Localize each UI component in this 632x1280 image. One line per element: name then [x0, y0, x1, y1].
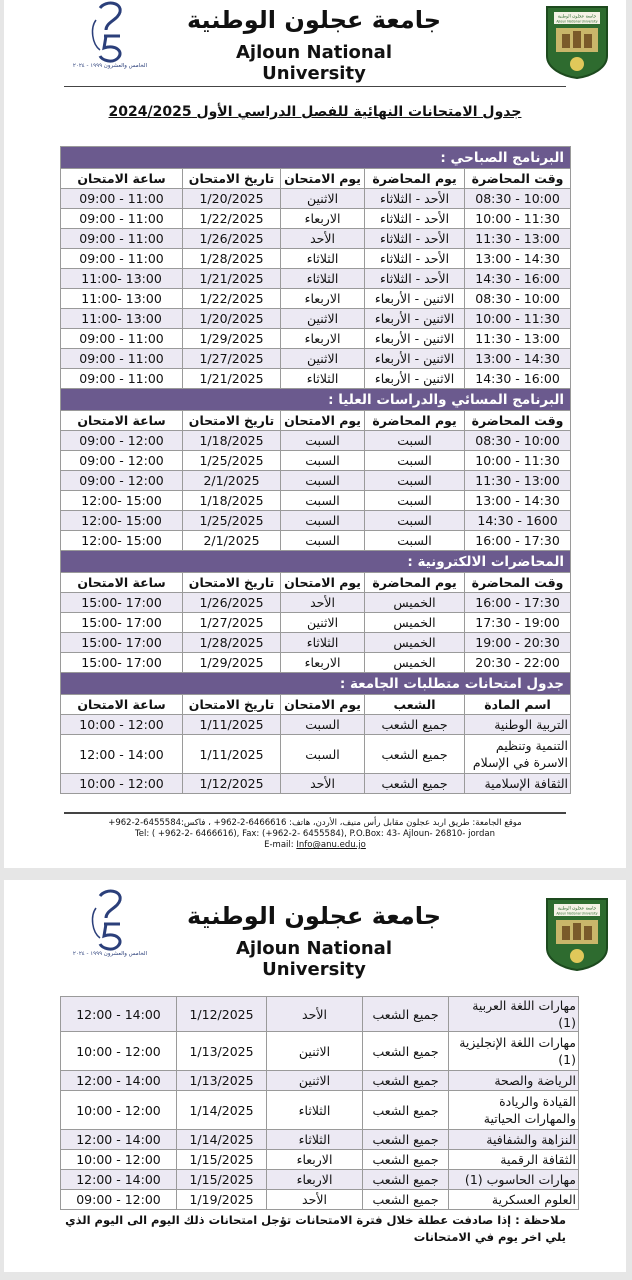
- column-header: يوم المحاضرة: [365, 411, 465, 431]
- table-cell: الاثنين - الأربعاء: [365, 329, 465, 349]
- table-cell: 1/18/2025: [183, 431, 281, 451]
- table-row: [61, 1170, 579, 1190]
- table-cell: 09:00 - 11:00: [61, 209, 183, 229]
- column-header: اسم المادة: [465, 695, 571, 715]
- table-cell: 12:00- 15:00: [61, 531, 183, 551]
- table-cell: 1/20/2025: [183, 189, 281, 209]
- table-cell: الأحد: [267, 1190, 363, 1210]
- table-cell: 11:00- 13:00: [61, 289, 183, 309]
- table-cell: الثقافة الرقمية: [449, 1150, 579, 1170]
- table-cell: 1/14/2025: [177, 1091, 267, 1130]
- table-row: [61, 309, 571, 329]
- table-cell: الأحد: [281, 229, 365, 249]
- column-header-row: [61, 411, 571, 431]
- table-row: [61, 471, 571, 491]
- table-cell: 1/25/2025: [183, 451, 281, 471]
- table-cell: 16:00 - 17:30: [465, 531, 571, 551]
- table-row: [61, 1130, 579, 1150]
- table-cell: 09:00 - 11:00: [61, 369, 183, 389]
- table-cell: السبت: [365, 491, 465, 511]
- table-row: [61, 593, 571, 613]
- table-cell: الأحد - الثلاثاء: [365, 269, 465, 289]
- table-cell: 10:00 - 11:30: [465, 209, 571, 229]
- table-cell: 1/13/2025: [177, 1071, 267, 1091]
- table-cell: 10:00 - 12:00: [61, 1091, 177, 1130]
- footer-rule: [64, 812, 566, 814]
- table-cell: 1/13/2025: [177, 1032, 267, 1071]
- table-cell: 1/29/2025: [183, 653, 281, 673]
- table-cell: 12:00- 15:00: [61, 491, 183, 511]
- university-name-ar: جامعة عجلون الوطنية: [186, 6, 442, 34]
- table-cell: الاثنين: [281, 349, 365, 369]
- email-link[interactable]: Info@anu.edu.jo: [296, 840, 366, 850]
- table-cell: الخميس: [365, 633, 465, 653]
- column-header: الشعب: [365, 695, 465, 715]
- column-header: ساعة الامتحان: [61, 169, 183, 189]
- table-cell: جميع الشعب: [363, 1091, 449, 1130]
- table-cell: 17:30 - 19:00: [465, 613, 571, 633]
- table-cell: التربية الوطنية: [465, 715, 571, 735]
- table-cell: الأحد - الثلاثاء: [365, 229, 465, 249]
- table-cell: 08:30 - 10:00: [465, 189, 571, 209]
- university-name-ar: جامعة عجلون الوطنية: [186, 902, 442, 930]
- table-cell: 12:00 - 14:00: [61, 735, 183, 774]
- svg-text:جامعة عجلون الوطنية: جامعة عجلون الوطنية: [557, 906, 597, 912]
- table-cell: السبت: [365, 531, 465, 551]
- anniversary-25-logo: [72, 0, 148, 78]
- table-cell: 11:00- 13:00: [61, 309, 183, 329]
- table-cell: 10:00 - 12:00: [61, 1150, 177, 1170]
- table-cell: 1/21/2025: [183, 269, 281, 289]
- table-cell: 1/14/2025: [177, 1130, 267, 1150]
- table-cell: 13:00 - 14:30: [465, 491, 571, 511]
- table-cell: 09:00 - 11:00: [61, 349, 183, 369]
- table-cell: 1/15/2025: [177, 1150, 267, 1170]
- table-cell: 12:00 - 14:00: [61, 1170, 177, 1190]
- table-cell: جميع الشعب: [363, 1130, 449, 1150]
- table-cell: الثلاثاء: [267, 1091, 363, 1130]
- table-row: [61, 1091, 579, 1130]
- svg-text:Ajloun National University: Ajloun National University: [556, 911, 598, 916]
- footer-address-en: Tel: ( +962-2- 6466616), Fax: (+962-2- 6455584), P.O.Box: 43- Ajloun- 26810- jordan: [135, 829, 495, 839]
- table-cell: 1/12/2025: [177, 997, 267, 1032]
- section-title: البرنامج الصباحي :: [61, 147, 571, 169]
- column-header: وقت المحاضرة: [465, 573, 571, 593]
- column-header: يوم المحاضرة: [365, 169, 465, 189]
- table-cell: 1/26/2025: [183, 593, 281, 613]
- table-cell: السبت: [281, 735, 365, 774]
- section-header: [61, 551, 571, 573]
- column-header-row: [61, 169, 571, 189]
- table-cell: 1/28/2025: [183, 633, 281, 653]
- table-cell: الاربعاء: [267, 1150, 363, 1170]
- table-cell: 1/27/2025: [183, 613, 281, 633]
- table-cell: الاثنين - الأربعاء: [365, 309, 465, 329]
- table-row: [61, 1150, 579, 1170]
- table-row: [61, 613, 571, 633]
- svg-text:الخامس والعشرون ١٩٩٩ - ٢٠٢٤: الخامس والعشرون ١٩٩٩ - ٢٠٢٤: [72, 951, 148, 957]
- table-cell: السبت: [281, 531, 365, 551]
- svg-text:جامعة عجلون الوطنية: جامعة عجلون الوطنية: [557, 14, 597, 20]
- table-cell: الخميس: [365, 613, 465, 633]
- table-row: [61, 209, 571, 229]
- table-row: [61, 451, 571, 471]
- table-row: [61, 1032, 579, 1071]
- table-cell: السبت: [281, 715, 365, 735]
- table-row: [61, 369, 571, 389]
- table-row: [61, 349, 571, 369]
- table-row: [61, 269, 571, 289]
- section-header: [61, 389, 571, 411]
- table-cell: الثلاثاء: [281, 269, 365, 289]
- table-cell: 1/11/2025: [183, 715, 281, 735]
- table-cell: 1/15/2025: [177, 1170, 267, 1190]
- table-row: [61, 774, 571, 794]
- table-cell: السبت: [365, 471, 465, 491]
- table-row: [61, 531, 571, 551]
- column-header: يوم المحاضرة: [365, 573, 465, 593]
- table-cell: 1/22/2025: [183, 289, 281, 309]
- table-row: [61, 249, 571, 269]
- table-cell: 09:00 - 11:00: [61, 189, 183, 209]
- table-cell: السبت: [281, 491, 365, 511]
- table-cell: جميع الشعب: [363, 1170, 449, 1190]
- table-cell: 2/1/2025: [183, 471, 281, 491]
- column-header: تاريخ الامتحان: [183, 169, 281, 189]
- page-1: [4, 0, 626, 868]
- table-cell: 09:00 - 12:00: [61, 471, 183, 491]
- university-name-en: Ajloun National University: [235, 938, 392, 980]
- table-cell: 12:00 - 14:00: [61, 1071, 177, 1091]
- table-cell: 1/20/2025: [183, 309, 281, 329]
- table-row: [61, 511, 571, 531]
- table-cell: 20:30 - 22:00: [465, 653, 571, 673]
- table-row: [61, 997, 579, 1032]
- table-cell: 1/28/2025: [183, 249, 281, 269]
- column-header: ساعة الامتحان: [61, 573, 183, 593]
- table-cell: 1/27/2025: [183, 349, 281, 369]
- column-header: يوم الامتحان: [281, 411, 365, 431]
- column-header: يوم الامتحان: [281, 573, 365, 593]
- table-cell: 12:00 - 14:00: [61, 997, 177, 1032]
- table-cell: الاثنين - الأربعاء: [365, 369, 465, 389]
- table-cell: 11:00- 13:00: [61, 269, 183, 289]
- table-cell: الاثنين: [281, 189, 365, 209]
- table-cell: الأحد: [281, 774, 365, 794]
- university-name-en: Ajloun National University: [235, 42, 392, 84]
- table-row: [61, 735, 571, 774]
- table-cell: الخميس: [365, 593, 465, 613]
- table-cell: 14:30 - 1600: [465, 511, 571, 531]
- table-cell: جميع الشعب: [365, 735, 465, 774]
- table-row: [61, 329, 571, 349]
- table-cell: الأحد: [267, 997, 363, 1032]
- table-cell: 10:00 - 12:00: [61, 774, 183, 794]
- table-cell: الثقافة الإسلامية: [465, 774, 571, 794]
- section-title: جدول امتحانات متطلبات الجامعة :: [61, 673, 571, 695]
- university-crest-icon: [544, 4, 610, 80]
- table-cell: مهارات الحاسوب (1): [449, 1170, 579, 1190]
- table-cell: 09:00 - 12:00: [61, 451, 183, 471]
- table-cell: 12:00 - 14:00: [61, 1130, 177, 1150]
- table-row: [61, 1071, 579, 1091]
- column-header: وقت المحاضرة: [465, 411, 571, 431]
- table-cell: 11:30 - 13:00: [465, 329, 571, 349]
- column-header-row: [61, 695, 571, 715]
- table-cell: الاربعاء: [281, 289, 365, 309]
- table-cell: 13:00 - 14:30: [465, 249, 571, 269]
- letterhead: [4, 0, 626, 86]
- table-cell: الاثنين: [267, 1032, 363, 1071]
- table-cell: 1/25/2025: [183, 511, 281, 531]
- column-header: تاريخ الامتحان: [183, 695, 281, 715]
- table-row: [61, 289, 571, 309]
- table-cell: الاربعاء: [267, 1170, 363, 1190]
- column-header: يوم الامتحان: [281, 695, 365, 715]
- table-cell: 12:00- 15:00: [61, 511, 183, 531]
- table-cell: 09:00 - 11:00: [61, 329, 183, 349]
- requirements-continued-table: [60, 996, 579, 1210]
- table-cell: 13:00 - 14:30: [465, 349, 571, 369]
- table-cell: السبت: [281, 511, 365, 531]
- table-row: [61, 189, 571, 209]
- table-cell: جميع الشعب: [365, 715, 465, 735]
- table-cell: السبت: [281, 451, 365, 471]
- table-cell: جميع الشعب: [363, 1150, 449, 1170]
- table-cell: 16:00 - 17:30: [465, 593, 571, 613]
- email-label: E-mail:: [264, 840, 294, 850]
- table-cell: جميع الشعب: [363, 1071, 449, 1091]
- column-header: وقت المحاضرة: [465, 169, 571, 189]
- table-cell: جميع الشعب: [363, 1032, 449, 1071]
- table-row: [61, 491, 571, 511]
- table-cell: 15:00- 17:00: [61, 633, 183, 653]
- exam-schedule-table: [60, 146, 571, 794]
- table-cell: 11:30 - 13:00: [465, 229, 571, 249]
- table-cell: 10:00 - 12:00: [61, 1032, 177, 1071]
- table-cell: العلوم العسكرية: [449, 1190, 579, 1210]
- table-cell: 1/21/2025: [183, 369, 281, 389]
- table-cell: السبت: [365, 451, 465, 471]
- footer-address-ar: موقع الجامعة: طريق اربد عجلون مقابل رأس منيف، الأردن، هاتف: 6466616-2-962+ ، فاكس:6455584-2-962+: [108, 818, 522, 828]
- table-cell: 1/26/2025: [183, 229, 281, 249]
- table-cell: الاربعاء: [281, 653, 365, 673]
- table-cell: جميع الشعب: [363, 1190, 449, 1210]
- schedule-title: جدول الامتحانات النهائية للفصل الدراسي الأول 2024/2025: [108, 104, 522, 120]
- table-cell: 1/19/2025: [177, 1190, 267, 1210]
- table-cell: 14:30 - 16:00: [465, 369, 571, 389]
- table-cell: الثلاثاء: [281, 369, 365, 389]
- table-cell: السبت: [281, 471, 365, 491]
- table-cell: 1/12/2025: [183, 774, 281, 794]
- table-cell: الاثنين: [267, 1071, 363, 1091]
- table-cell: 10:00 - 11:30: [465, 451, 571, 471]
- table-cell: الاثنين - الأربعاء: [365, 289, 465, 309]
- table-cell: 15:00- 17:00: [61, 613, 183, 633]
- table-cell: 14:30 - 16:00: [465, 269, 571, 289]
- table-cell: السبت: [365, 431, 465, 451]
- table-cell: جميع الشعب: [365, 774, 465, 794]
- table-cell: 10:00 - 12:00: [61, 715, 183, 735]
- footer-contact: [4, 818, 626, 851]
- column-header: ساعة الامتحان: [61, 695, 183, 715]
- table-cell: الاثنين: [281, 613, 365, 633]
- header-rule: [64, 86, 566, 87]
- university-crest-icon: [544, 896, 610, 972]
- column-header: تاريخ الامتحان: [183, 573, 281, 593]
- section-header: [61, 147, 571, 169]
- table-cell: 10:00 - 11:30: [465, 309, 571, 329]
- table-cell: الخميس: [365, 653, 465, 673]
- table-cell: الرياضة والصحة: [449, 1071, 579, 1091]
- table-cell: الثلاثاء: [267, 1130, 363, 1150]
- table-cell: 15:00- 17:00: [61, 653, 183, 673]
- svg-text:Ajloun National University: Ajloun National University: [556, 19, 598, 24]
- table-cell: النزاهة والشفافية: [449, 1130, 579, 1150]
- table-row: [61, 715, 571, 735]
- letterhead: [4, 880, 626, 980]
- table-cell: 1/11/2025: [183, 735, 281, 774]
- table-row: [61, 431, 571, 451]
- table-cell: الاثنين: [281, 309, 365, 329]
- table-cell: السبت: [281, 431, 365, 451]
- table-cell: 19:00 - 20:30: [465, 633, 571, 653]
- table-cell: 11:30 - 13:00: [465, 471, 571, 491]
- table-cell: التنمية وتنظيم الاسرة في الإسلام: [465, 735, 571, 774]
- table-cell: 09:00 - 11:00: [61, 249, 183, 269]
- table-cell: الأحد - الثلاثاء: [365, 249, 465, 269]
- table-cell: 1/18/2025: [183, 491, 281, 511]
- table-cell: 09:00 - 12:00: [61, 431, 183, 451]
- table-row: [61, 653, 571, 673]
- table-cell: الثلاثاء: [281, 249, 365, 269]
- table-row: [61, 1190, 579, 1210]
- table-cell: 15:00- 17:00: [61, 593, 183, 613]
- table-cell: الأحد: [281, 593, 365, 613]
- column-header-row: [61, 573, 571, 593]
- table-cell: مهارات اللغة العربية (1): [449, 997, 579, 1032]
- column-header: تاريخ الامتحان: [183, 411, 281, 431]
- holiday-note: ملاحظة : إذا صادفت عطلة خلال فترة الامتحانات تؤجل امتحانات ذلك اليوم الى اليوم الذي يلي اخر يوم في الامتحانات: [65, 1213, 566, 1244]
- table-cell: 1/22/2025: [183, 209, 281, 229]
- table-cell: الأحد - الثلاثاء: [365, 189, 465, 209]
- table-cell: 09:00 - 11:00: [61, 229, 183, 249]
- table-cell: جميع الشعب: [363, 997, 449, 1032]
- section-title: المحاضرات الالكترونية :: [61, 551, 571, 573]
- table-cell: الأحد - الثلاثاء: [365, 209, 465, 229]
- column-header: يوم الامتحان: [281, 169, 365, 189]
- logo-caption: الخامس والعشرون ١٩٩٩ - ٢٠٢٤: [72, 63, 148, 69]
- anniversary-25-logo: [72, 888, 148, 966]
- table-row: [61, 633, 571, 653]
- table-cell: 2/1/2025: [183, 531, 281, 551]
- table-cell: الثلاثاء: [281, 633, 365, 653]
- table-cell: 08:30 - 10:00: [465, 431, 571, 451]
- table-cell: الاربعاء: [281, 209, 365, 229]
- table-cell: 1/29/2025: [183, 329, 281, 349]
- table-cell: 09:00 - 12:00: [61, 1190, 177, 1210]
- section-header: [61, 673, 571, 695]
- table-cell: 08:30 - 10:00: [465, 289, 571, 309]
- table-row: [61, 229, 571, 249]
- table-cell: السبت: [365, 511, 465, 531]
- table-cell: الاثنين - الأربعاء: [365, 349, 465, 369]
- column-header: ساعة الامتحان: [61, 411, 183, 431]
- section-title: البرنامج المسائي والدراسات العليا :: [61, 389, 571, 411]
- table-cell: مهارات اللغة الإنجليزية (1): [449, 1032, 579, 1071]
- table-cell: الاربعاء: [281, 329, 365, 349]
- page-2: [4, 880, 626, 1272]
- table-cell: القيادة والريادة والمهارات الحياتية: [449, 1091, 579, 1130]
